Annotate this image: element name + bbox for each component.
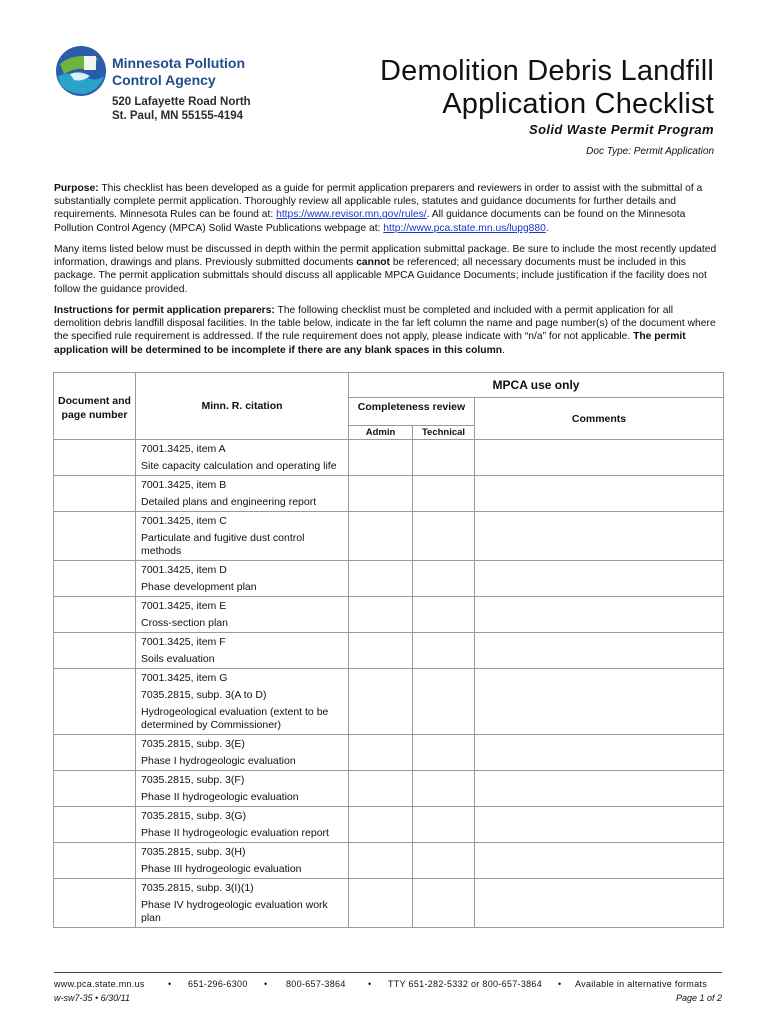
requirement-description: Site capacity calculation and operating life [141, 460, 337, 472]
document-page-cell[interactable] [54, 879, 136, 928]
admin-review-cell[interactable] [349, 879, 413, 928]
requirement-description: Phase I hydrogeologic evaluation [141, 755, 296, 767]
table-row [54, 597, 724, 633]
technical-review-cell[interactable] [413, 771, 475, 807]
header-technical: Technical [413, 426, 475, 440]
comments-cell[interactable] [475, 561, 724, 597]
table-row [54, 512, 724, 561]
technical-review-cell[interactable] [413, 440, 475, 476]
technical-review-cell[interactable] [413, 633, 475, 669]
address-line1: 520 Lafayette Road North [112, 96, 251, 108]
requirement-description: Cross-section plan [141, 617, 228, 629]
citation-cell [136, 512, 349, 561]
citation-cell [136, 597, 349, 633]
footer-sep: • [264, 979, 268, 989]
citation-cell [136, 440, 349, 476]
comments-cell[interactable] [475, 843, 724, 879]
mpca-logo [54, 44, 254, 128]
rule-citation: 7035.2815, subp. 3(A to D) [141, 689, 267, 701]
checklist-table [53, 372, 724, 928]
footer-website[interactable]: www.pca.state.mn.us [54, 979, 145, 989]
agency-name-line1: Minnesota Pollution [112, 55, 245, 71]
requirement-description: Detailed plans and engineering report [141, 496, 317, 508]
title-line2: Application Checklist [442, 88, 714, 120]
citation-cell [136, 879, 349, 928]
document-page-cell[interactable] [54, 735, 136, 771]
header-comments: Comments [475, 398, 724, 440]
citation-cell [136, 669, 349, 735]
admin-review-cell[interactable] [349, 440, 413, 476]
technical-review-cell[interactable] [413, 843, 475, 879]
technical-review-cell[interactable] [413, 669, 475, 735]
requirement-description: Phase III hydrogeologic evaluation [141, 863, 302, 875]
technical-review-cell[interactable] [413, 512, 475, 561]
agency-name-line2: Control Agency [112, 72, 216, 88]
table-row [54, 633, 724, 669]
footer-phone1: 651-296-6300 [188, 979, 248, 989]
admin-review-cell[interactable] [349, 633, 413, 669]
instructions-paragraph [54, 304, 722, 357]
comments-cell[interactable] [475, 597, 724, 633]
checklist-body [54, 440, 724, 928]
rule-citation: 7035.2815, subp. 3(G) [141, 810, 247, 822]
citation-cell [136, 476, 349, 512]
citation-cell [136, 771, 349, 807]
footer-meta [54, 993, 722, 1003]
comments-cell[interactable] [475, 476, 724, 512]
purpose-text3: . [545, 222, 549, 234]
doc-type: Doc Type: Permit Application [586, 146, 714, 157]
many-items-paragraph [54, 243, 722, 296]
footer-tty: TTY 651-282-5332 or 800-657-3864 [388, 979, 543, 989]
document-page-cell[interactable] [54, 633, 136, 669]
purpose-text1: This checklist has been developed as a guide for permit application preparers and reviewers in order to assist with the submittal of a substantially complete permit application. Thoroughly review all applicable rules, statutes and guidance documents for further details and requirements. Minnesota Rules can be found at: [54, 183, 703, 221]
citation-cell [136, 633, 349, 669]
admin-review-cell[interactable] [349, 771, 413, 807]
address-line2: St. Paul, MN 55155-4194 [112, 110, 244, 122]
citation-cell [136, 807, 349, 843]
table-row [54, 735, 724, 771]
table-row [54, 561, 724, 597]
table-row [54, 843, 724, 879]
requirement-description: Phase II hydrogeologic evaluation report [141, 827, 329, 839]
admin-review-cell[interactable] [349, 669, 413, 735]
table-row [54, 476, 724, 512]
comments-cell[interactable] [475, 669, 724, 735]
admin-review-cell[interactable] [349, 843, 413, 879]
table-row [54, 669, 724, 735]
technical-review-cell[interactable] [413, 735, 475, 771]
header-admin: Admin [349, 426, 413, 440]
comments-cell[interactable] [475, 440, 724, 476]
technical-review-cell[interactable] [413, 561, 475, 597]
title-line1: Demolition Debris Landfill [379, 55, 714, 87]
rule-citation: 7001.3425, item A [141, 443, 226, 455]
many-items-text1: Many items listed below must be discussed in depth within the permit application submittal package. Be sure to include the most recently updated information, drawings and plans. Previously submitted documents [54, 244, 717, 269]
footer-sep: • [368, 979, 372, 989]
requirement-description: Phase IV hydrogeologic evaluation work plan [141, 899, 328, 924]
technical-review-cell[interactable] [413, 476, 475, 512]
agency-name [112, 55, 245, 89]
rule-citation: 7001.3425, item C [141, 515, 227, 527]
program-name: Solid Waste Permit Program [529, 122, 714, 137]
footer-formats: Available in alternative formats [575, 979, 707, 989]
many-items-text2: be referenced; all necessary documents must be included in this package. The permit application submittals should discuss all applicable MPCA Guidance Documents; include justification if the facility does not follow the guidance provided. [54, 257, 707, 295]
table-row [54, 879, 724, 928]
technical-review-cell[interactable] [413, 807, 475, 843]
rule-citation: 7035.2815, subp. 3(F) [141, 774, 245, 786]
requirement-description: Particulate and fugitive dust control methods [141, 532, 305, 557]
instructions-text2: . [502, 344, 505, 356]
purpose-label: Purpose: [54, 183, 99, 194]
requirement-description: Hydrogeological evaluation (extent to be determined by Commissioner) [141, 706, 329, 731]
header-citation: Minn. R. citation [136, 373, 349, 440]
document-page-cell[interactable] [54, 771, 136, 807]
rule-citation: 7001.3425, item G [141, 672, 228, 684]
technical-review-cell[interactable] [413, 879, 475, 928]
admin-review-cell[interactable] [349, 561, 413, 597]
comments-cell[interactable] [475, 771, 724, 807]
admin-review-cell[interactable] [349, 597, 413, 633]
instructions-text1: The following checklist must be completed and included with a permit application for all demolition debris landfill disposal facilities. In the table below, indicate in the far left column the name and page number(s) of the document where the specified rule requirement is addressed. If the rule requirement does not apply, please indicate with “n/a” for not applicable. [54, 305, 716, 343]
rule-citation: 7001.3425, item D [141, 564, 227, 576]
document-page-cell[interactable] [54, 512, 136, 561]
header-mpca-use-only: MPCA use only [349, 373, 724, 398]
document-page-cell[interactable] [54, 807, 136, 843]
footer-rule [54, 972, 722, 973]
admin-review-cell[interactable] [349, 807, 413, 843]
document-page-cell[interactable] [54, 843, 136, 879]
footer-sep: • [168, 979, 172, 989]
instructions-label: Instructions for permit application preparers: [54, 305, 275, 316]
comments-cell[interactable] [475, 879, 724, 928]
mpca-logo-icon [54, 44, 108, 98]
instructions-bold: The permit application will be determined to be incomplete if there are any blank spaces in this column [54, 331, 686, 356]
footer-doc-id: w-sw7-35 • 6/30/11 [54, 993, 131, 1003]
rule-citation: 7001.3425, item B [141, 479, 227, 491]
admin-review-cell[interactable] [349, 735, 413, 771]
document-title [380, 55, 714, 121]
document-page-cell[interactable] [54, 440, 136, 476]
technical-review-cell[interactable] [413, 597, 475, 633]
citation-cell [136, 735, 349, 771]
citation-cell [136, 843, 349, 879]
rule-citation: 7001.3425, item E [141, 600, 227, 612]
document-page-cell[interactable] [54, 476, 136, 512]
comments-cell[interactable] [475, 633, 724, 669]
comments-cell[interactable] [475, 807, 724, 843]
requirement-description: Phase development plan [141, 581, 257, 593]
agency-address [112, 95, 251, 123]
rule-citation: 7001.3425, item F [141, 636, 226, 648]
purpose-text2: . All guidance documents can be found on the Minnesota Pollution Control Agency (MPCA) Solid Waste Publications webpage at: [54, 209, 686, 234]
admin-review-cell[interactable] [349, 512, 413, 561]
comments-cell[interactable] [475, 512, 724, 561]
citation-cell [136, 561, 349, 597]
table-row [54, 440, 724, 476]
table-row [54, 771, 724, 807]
publications-link[interactable]: http://www.pca.state.mn.us/lupg880 [383, 222, 546, 234]
footer-page-number: Page 1 of 2 [675, 993, 722, 1003]
requirement-description: Phase II hydrogeologic evaluation [141, 791, 299, 803]
table-row [54, 807, 724, 843]
footer-sep: • [558, 979, 562, 989]
purpose-paragraph [54, 182, 722, 235]
footer-phone2: 800-657-3864 [286, 979, 346, 989]
rule-citation: 7035.2815, subp. 3(I)(1) [141, 882, 254, 894]
header-completeness-review: Completeness review [349, 398, 475, 426]
revisor-link[interactable]: https://www.revisor.mn.gov/rules/ [276, 209, 427, 221]
rule-citation: 7035.2815, subp. 3(E) [141, 738, 245, 750]
rule-citation: 7035.2815, subp. 3(H) [141, 846, 246, 858]
document-page-cell[interactable] [54, 561, 136, 597]
document-page-cell[interactable] [54, 597, 136, 633]
requirement-description: Soils evaluation [141, 653, 215, 665]
comments-cell[interactable] [475, 735, 724, 771]
document-page-cell[interactable] [54, 669, 136, 735]
header-document: Document and page number [54, 373, 136, 440]
admin-review-cell[interactable] [349, 476, 413, 512]
many-items-bold: cannot [356, 257, 390, 269]
